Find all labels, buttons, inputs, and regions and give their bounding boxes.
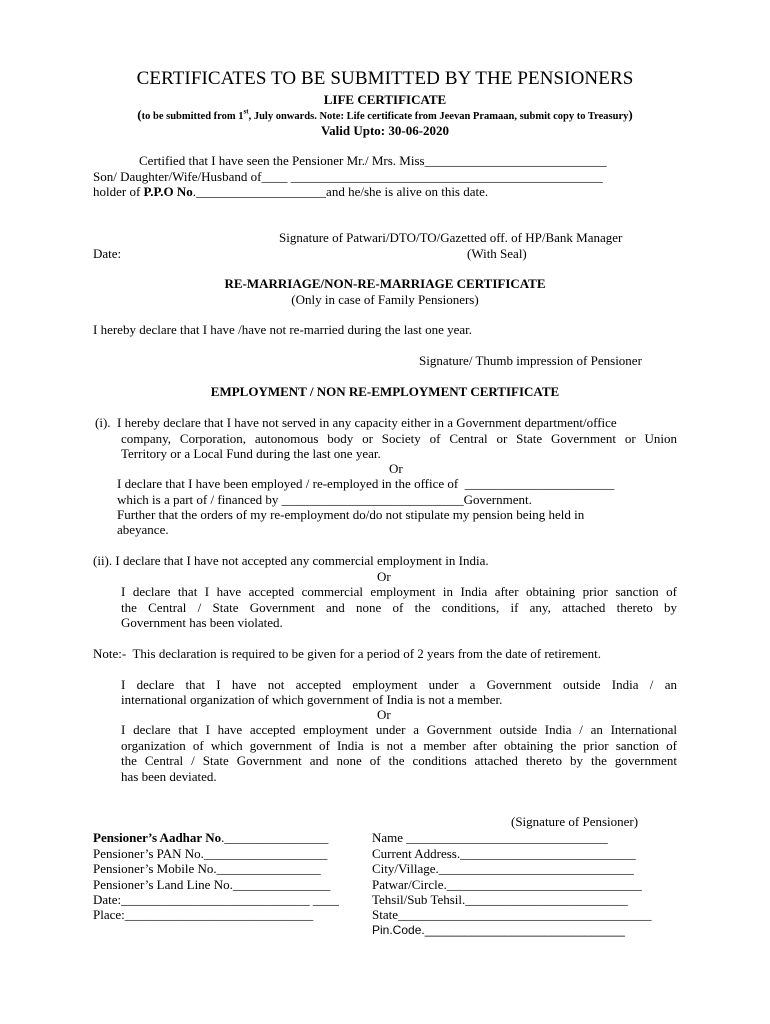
remarriage-heading: RE-MARRIAGE/NON-RE-MARRIAGE CERTIFICATE (224, 276, 546, 291)
aadhar-field[interactable] (93, 830, 328, 845)
tehsil-field[interactable]: Tehsil/Sub Tehsil._________________________ (372, 892, 628, 907)
patwar-field[interactable]: Patwar/Circle.______________________________ (372, 877, 642, 892)
foreign-employment-line-1: I declare that I have not accepted employment under a Government outside India / an (121, 677, 677, 692)
foreign-employment-alt-4: has been deviated. (121, 769, 217, 784)
place-field[interactable]: Place:_____________________________ (93, 907, 314, 922)
or-separator: Or (377, 569, 391, 584)
life-cert-line-2: Son/ Daughter/Wife/Husband of____ ________________________________________________ (93, 169, 603, 184)
remarriage-declaration: I hereby declare that I have /have not re-married during the last one year. (93, 322, 472, 337)
note-text-start: to be submitted from 1 (141, 111, 244, 122)
foreign-employment-line-2: international organization of which government of India is not a member. (121, 692, 503, 707)
ppo-prefix: holder of (93, 184, 144, 199)
document-title: CERTIFICATES TO BE SUBMITTED BY THE PENSIONERS (136, 68, 634, 89)
aadhar-label: Pensioner’s Aadhar No (93, 830, 222, 845)
or-separator: Or (389, 461, 403, 476)
employment-ii-alt-2: the Central / State Government and none of the conditions, if any, attached thereto by (121, 600, 677, 615)
landline-field[interactable]: Pensioner’s Land Line No._______________ (93, 877, 331, 892)
note-text-end: , July onwards. Note: Life certificate from Jeevan Pramaan, submit copy to Treasury (248, 111, 629, 122)
life-signature-label: Signature of Patwari/DTO/TO/Gazetted off. of HP/Bank Manager (279, 230, 623, 245)
submission-note (0, 107, 770, 124)
ppo-suffix: .____________________and he/she is alive on this date. (192, 184, 489, 199)
ppo-label: P.P.O No (143, 184, 193, 199)
city-field[interactable]: City/Village.______________________________ (372, 861, 634, 876)
aadhar-blank: .________________ (221, 830, 329, 845)
employment-ii-alt-3: Government has been violated. (121, 615, 283, 630)
note-superscript: st (243, 107, 249, 116)
pan-field[interactable]: Pensioner’s PAN No.___________________ (93, 846, 328, 861)
employment-i-line-2: company, Corporation, autonomous body or Society of Central or State Government or Union (121, 431, 677, 446)
employment-i-alt-1: I declare that I have been employed / re-employed in the office of _______________________ (117, 476, 615, 491)
state-field[interactable]: State_______________________________________ (372, 907, 652, 922)
pensioner-thumb-signature: Signature/ Thumb impression of Pensioner (419, 353, 642, 368)
employment-ii-alt-1: I declare that I have accepted commercial employment in India after obtaining prior sanction of (121, 584, 677, 599)
foreign-employment-alt-3: the Central / State Government and none of the conditions attached thereto by the government (121, 753, 677, 768)
pensioner-signature-label: (Signature of Pensioner) (511, 814, 639, 829)
note-close-paren: ) (628, 107, 633, 122)
employment-ii-line-1: (ii). I declare that I have not accepted any commercial employment in India. (93, 553, 489, 568)
note-open-paren: ( (137, 107, 142, 122)
name-field[interactable]: Name _______________________________ (372, 830, 608, 845)
life-certificate-heading: LIFE CERTIFICATE (323, 92, 447, 107)
employment-i-alt-2: which is a part of / financed by ____________________________Government. (117, 492, 532, 507)
employment-heading: EMPLOYMENT / NON RE-EMPLOYMENT CERTIFICATE (210, 384, 560, 399)
pincode-field[interactable]: Pin.Code.______________________________ (372, 923, 625, 937)
employment-i-line-1: (i). I hereby declare that I have not served in any capacity either in a Government department/office (95, 415, 617, 430)
valid-upto: Valid Upto: 30-06-2020 (320, 123, 450, 138)
life-cert-line-3 (93, 184, 488, 199)
life-cert-line-1: Certified that I have seen the Pensioner Mr./ Mrs. Miss____________________________ (139, 153, 607, 168)
address-field[interactable]: Current Address.___________________________ (372, 846, 636, 861)
declaration-note: Note:- This declaration is required to be given for a period of 2 years from the date of retirement. (93, 646, 602, 661)
employment-i-line-3: Territory or a Local Fund during the last one year. (121, 446, 381, 461)
with-seal-label: (With Seal) (467, 246, 527, 261)
employment-i-alt-4: abeyance. (117, 522, 169, 537)
life-date-label: Date: (93, 246, 122, 261)
foreign-employment-alt-1: I declare that I have accepted employment under a Government outside India / an International (121, 722, 677, 737)
mobile-field[interactable]: Pensioner’s Mobile No.________________ (93, 861, 321, 876)
employment-i-alt-3: Further that the orders of my re-employment do/do not stipulate my pension being held in (117, 507, 585, 522)
remarriage-subheading: (Only in case of Family Pensioners) (291, 292, 479, 307)
date-field[interactable]: Date:_____________________________ ____ (93, 892, 339, 907)
or-separator: Or (377, 707, 391, 722)
foreign-employment-alt-2: organization of which government of India is not a member after obtaining the prior sanction of (121, 738, 677, 753)
